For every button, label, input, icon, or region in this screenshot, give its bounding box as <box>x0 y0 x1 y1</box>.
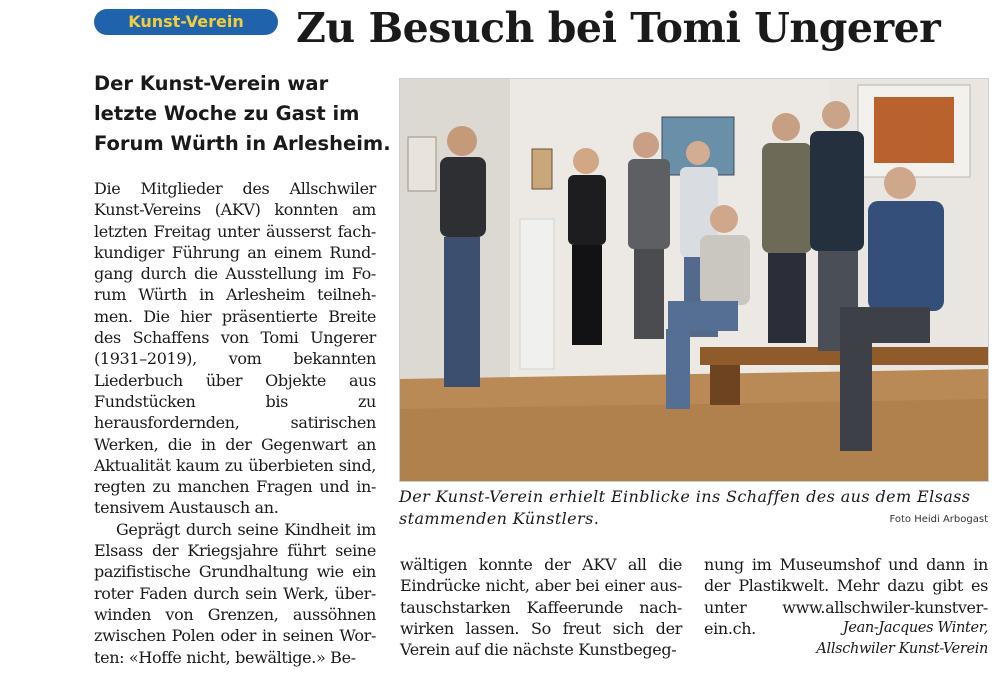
photo-credit: Foto Heidi Arbogast <box>889 514 988 525</box>
signature-organization: Allschwiler Kunst-Verein <box>816 641 988 658</box>
body-paragraph-3: wältigen konnte der AKV all die Eindrücke nicht, aber bei einer aus-tauschstarken Kaffeerunde nach-wirken lassen. So freut sich der Verein auf die nächste Kunstbegeg- <box>400 555 682 660</box>
article-column-3 <box>704 554 988 660</box>
article-lead: Der Kunst-Verein war letzte Woche zu Gast im Forum Würth in Arlesheim. <box>94 72 391 155</box>
museum-group-photo <box>400 79 989 482</box>
article-photo <box>399 78 989 482</box>
body-paragraph-4-text: nung im Museumshof und dann in der Plastikwelt. Mehr dazu gibt es unter www.allschwiler-kunstver-ein.ch. <box>704 555 988 638</box>
article-headline: Zu Besuch bei Tomi Ungerer <box>296 4 941 52</box>
body-paragraph-1: Die Mitglieder des Allschwiler Kunst-Vereins (AKV) konnten am letzten Freitag unter äusserst fach-kundiger Führung an einem Rund-gang durch die Ausstellung im Fo-rum Würth in Arlesheim teilneh-men. Die hier präsentierte Breite des Schaffens von Tomi Ungerer (1931–2019), vom bekannten Liederbuch über Objekte aus Fundstücken bis zu herausfordernden, satirischen Werken, die in der Gegenwart an Aktualität kaum zu überbieten sind, regten zu manchen Fragen und in-tensivem Austausch an. <box>94 179 376 518</box>
body-paragraph-2: Geprägt durch seine Kindheit im Elsass der Kriegsjahre führt seine pazifistische Grundhaltung wie ein roter Faden durch sein Werk, über-winden von Grenzen, aussöhnen zwischen Polen oder in seinen Wor-ten: «Hoffe nicht, bewältige.» Be- <box>94 519 376 667</box>
article-column-1 <box>94 178 376 668</box>
article-column-2 <box>400 554 682 660</box>
body-paragraph-4 <box>704 554 988 639</box>
photo-caption: Der Kunst-Verein erhielt Einblicke ins Schaffen des aus dem Elsass stammenden Künstlers. <box>399 487 971 528</box>
section-badge: Kunst-Verein <box>94 9 278 35</box>
signature-author: Jean-Jacques Winter, <box>842 619 988 636</box>
